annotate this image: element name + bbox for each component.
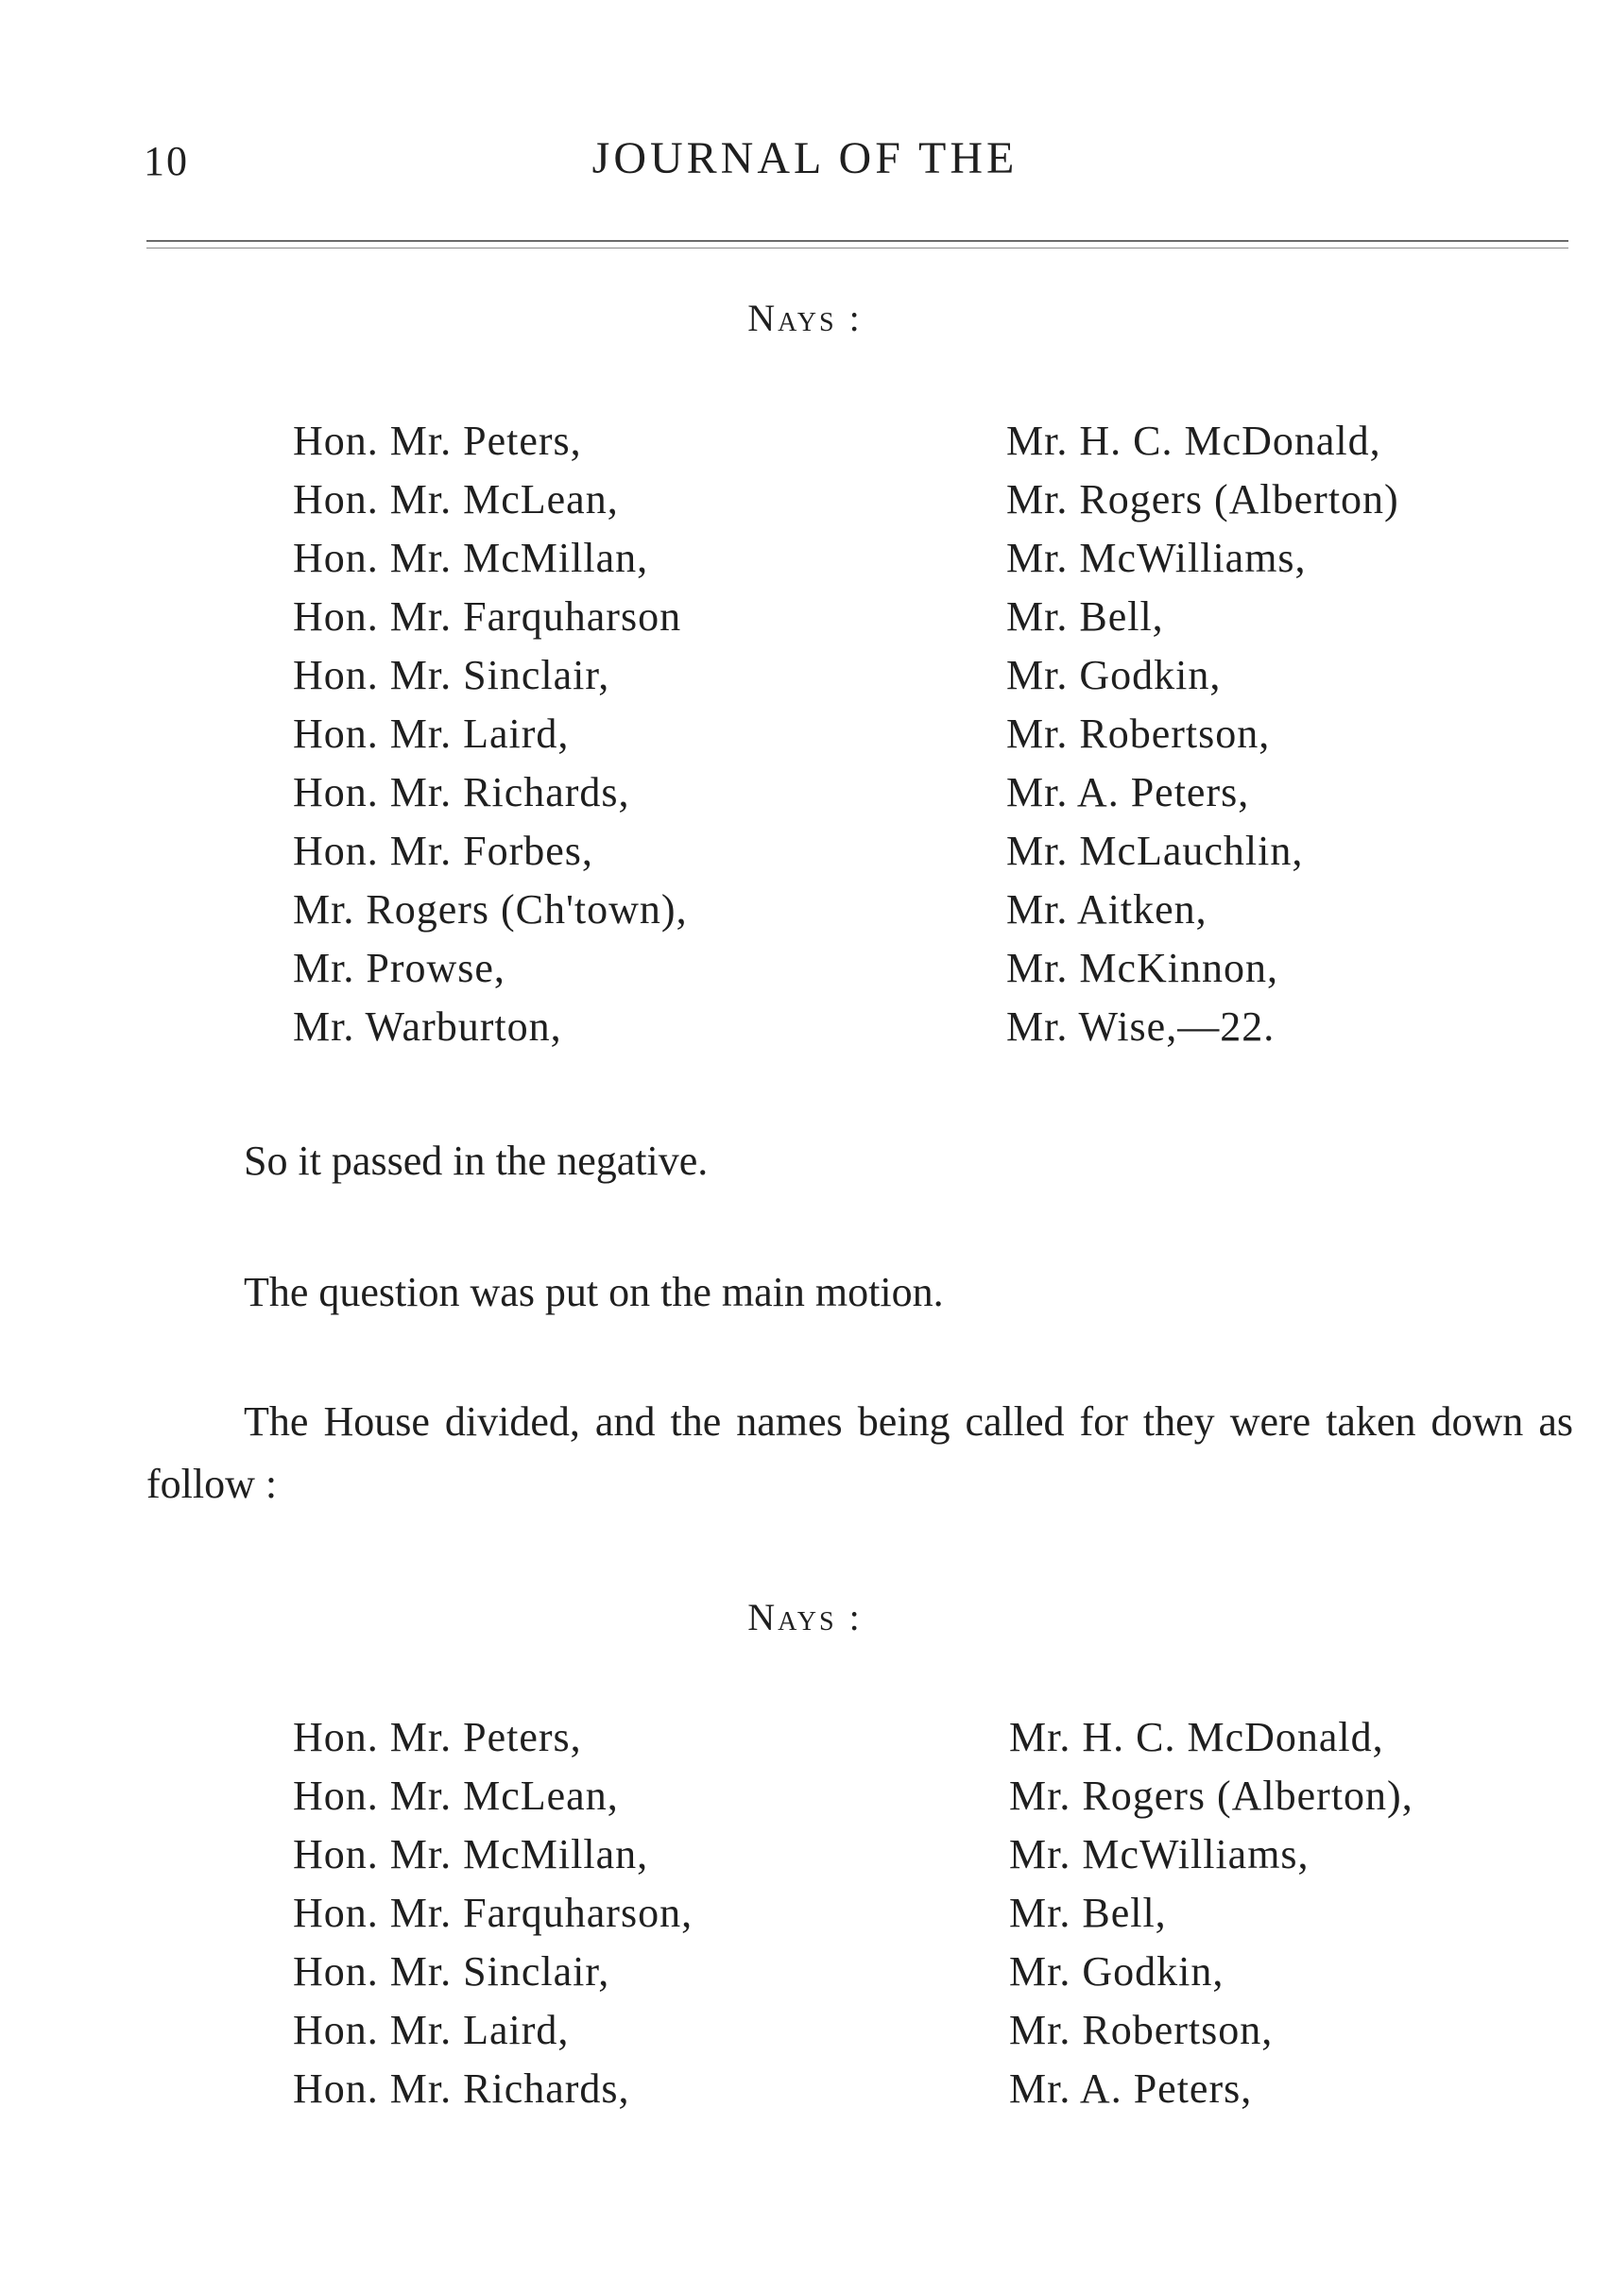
member-name: Mr. Robertson, [1009, 2007, 1274, 2053]
member-name: Mr. Aitken, [1006, 886, 1208, 933]
running-title: JOURNAL OF THE [591, 133, 1019, 183]
member-name: Hon. Mr. Laird, [293, 711, 570, 757]
member-name: Mr. McLauchlin, [1006, 828, 1304, 874]
member-name: Hon. Mr. Peters, [293, 1714, 582, 1760]
member-name: Hon. Mr. Richards, [293, 2065, 630, 2112]
paragraph-house-divided: The House divided, and the names being called for they were taken down as follow : [146, 1398, 1573, 1507]
member-name: Mr. Prowse, [293, 945, 505, 991]
division-2-right-column [1009, 1708, 1413, 2118]
member-name: Mr. Wise,—22. [1006, 1003, 1276, 1050]
member-name: Hon. Mr. McMillan, [293, 535, 649, 581]
member-name: Mr. McWilliams, [1006, 535, 1307, 581]
member-name: Mr. Godkin, [1009, 1948, 1225, 1995]
member-name: Hon. Mr. Sinclair, [293, 652, 610, 698]
nays-heading-text: Nays : [747, 1596, 863, 1638]
division-2-left-column [293, 1708, 693, 2118]
nays-heading-1 [0, 296, 1610, 340]
division-1-right-column [1006, 412, 1399, 1056]
member-name: Mr. Rogers (Alberton) [1006, 476, 1399, 523]
nays-heading-2 [0, 1595, 1610, 1639]
member-name: Mr. McWilliams, [1009, 1831, 1310, 1877]
header-rule [146, 240, 1568, 242]
member-name: Mr. Godkin, [1006, 652, 1222, 698]
member-name: Mr. Rogers (Ch'town), [293, 886, 688, 933]
member-name: Mr. Robertson, [1006, 711, 1271, 757]
member-name: Hon. Mr. Richards, [293, 769, 630, 815]
member-name: Hon. Mr. Laird, [293, 2007, 570, 2053]
page-number: 10 [144, 138, 189, 184]
member-name: Hon. Mr. McLean, [293, 1773, 619, 1819]
member-name: Mr. Rogers (Alberton), [1009, 1773, 1413, 1819]
member-name: Mr. A. Peters, [1009, 2065, 1253, 2112]
member-name: Hon. Mr. Farquharson [293, 593, 682, 640]
member-name: Mr. Bell, [1009, 1890, 1167, 1936]
member-name: Mr. Bell, [1006, 593, 1164, 640]
member-name: Mr. Warburton, [293, 1003, 562, 1050]
member-name: Hon. Mr. Sinclair, [293, 1948, 610, 1995]
member-name: Hon. Mr. Peters, [293, 418, 582, 464]
member-name: Hon. Mr. Forbes, [293, 828, 593, 874]
member-name: Hon. Mr. McLean, [293, 476, 619, 523]
nays-heading-text: Nays : [747, 297, 863, 339]
member-name: Mr. H. C. McDonald, [1009, 1714, 1384, 1760]
member-name: Mr. McKinnon, [1006, 945, 1278, 991]
member-name: Mr. A. Peters, [1006, 769, 1250, 815]
division-1-left-column [293, 412, 688, 1056]
member-name: Hon. Mr. McMillan, [293, 1831, 649, 1877]
paragraph-negative: So it passed in the negative. [244, 1138, 709, 1184]
member-name: Hon. Mr. Farquharson, [293, 1890, 694, 1936]
member-name: Mr. H. C. McDonald, [1006, 418, 1381, 464]
paragraph-main-motion: The question was put on the main motion. [244, 1269, 944, 1315]
